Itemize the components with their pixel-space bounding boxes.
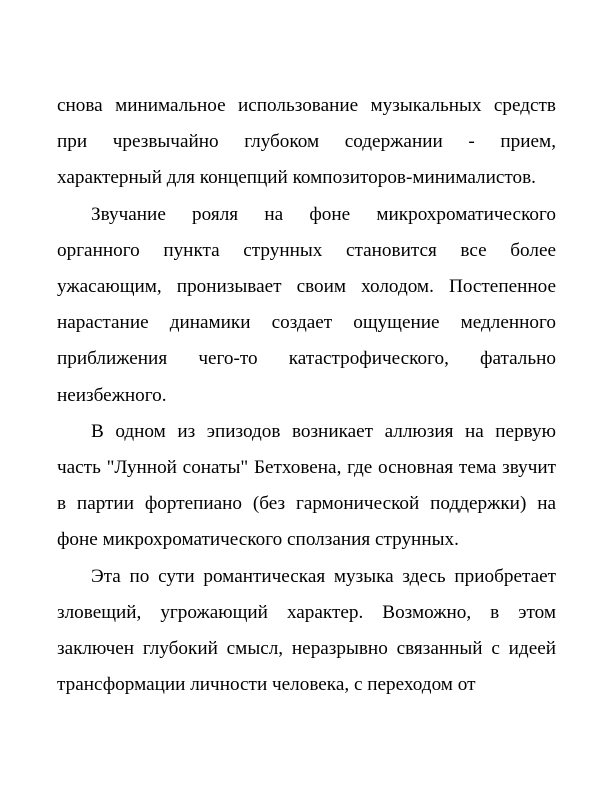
- paragraph-4: Эта по сути романтическая музыка здесь приобретает зловещий, угрожающий характер. Возможно, в этом заключен глубокий смысл, неразрывно связанный с идеей трансформации личности человека, с переходом от: [57, 565, 556, 696]
- paragraph-2: Звучание рояля на фоне микрохроматического органного пункта струнных становится все более ужасающим, пронизывает своим холодом. Постепенное нарастание динамики создает ощущение медленного приближения чего-то катастрофического, фатально неизбежного.: [57, 203, 556, 406]
- document-page: [57, 88, 556, 703]
- paragraph-3: В одном из эпизодов возникает аллюзия на первую часть "Лунной сонаты" Бетховена, где основная тема звучит в партии фортепиано (без гармонической поддержки) на фоне микрохроматического сползания струнных.: [57, 420, 556, 551]
- paragraph-1: снова минимальное использование музыкальных средств при чрезвычайно глубоком содержании - прием, характерный для концепций композиторов-минималистов.: [57, 95, 556, 189]
